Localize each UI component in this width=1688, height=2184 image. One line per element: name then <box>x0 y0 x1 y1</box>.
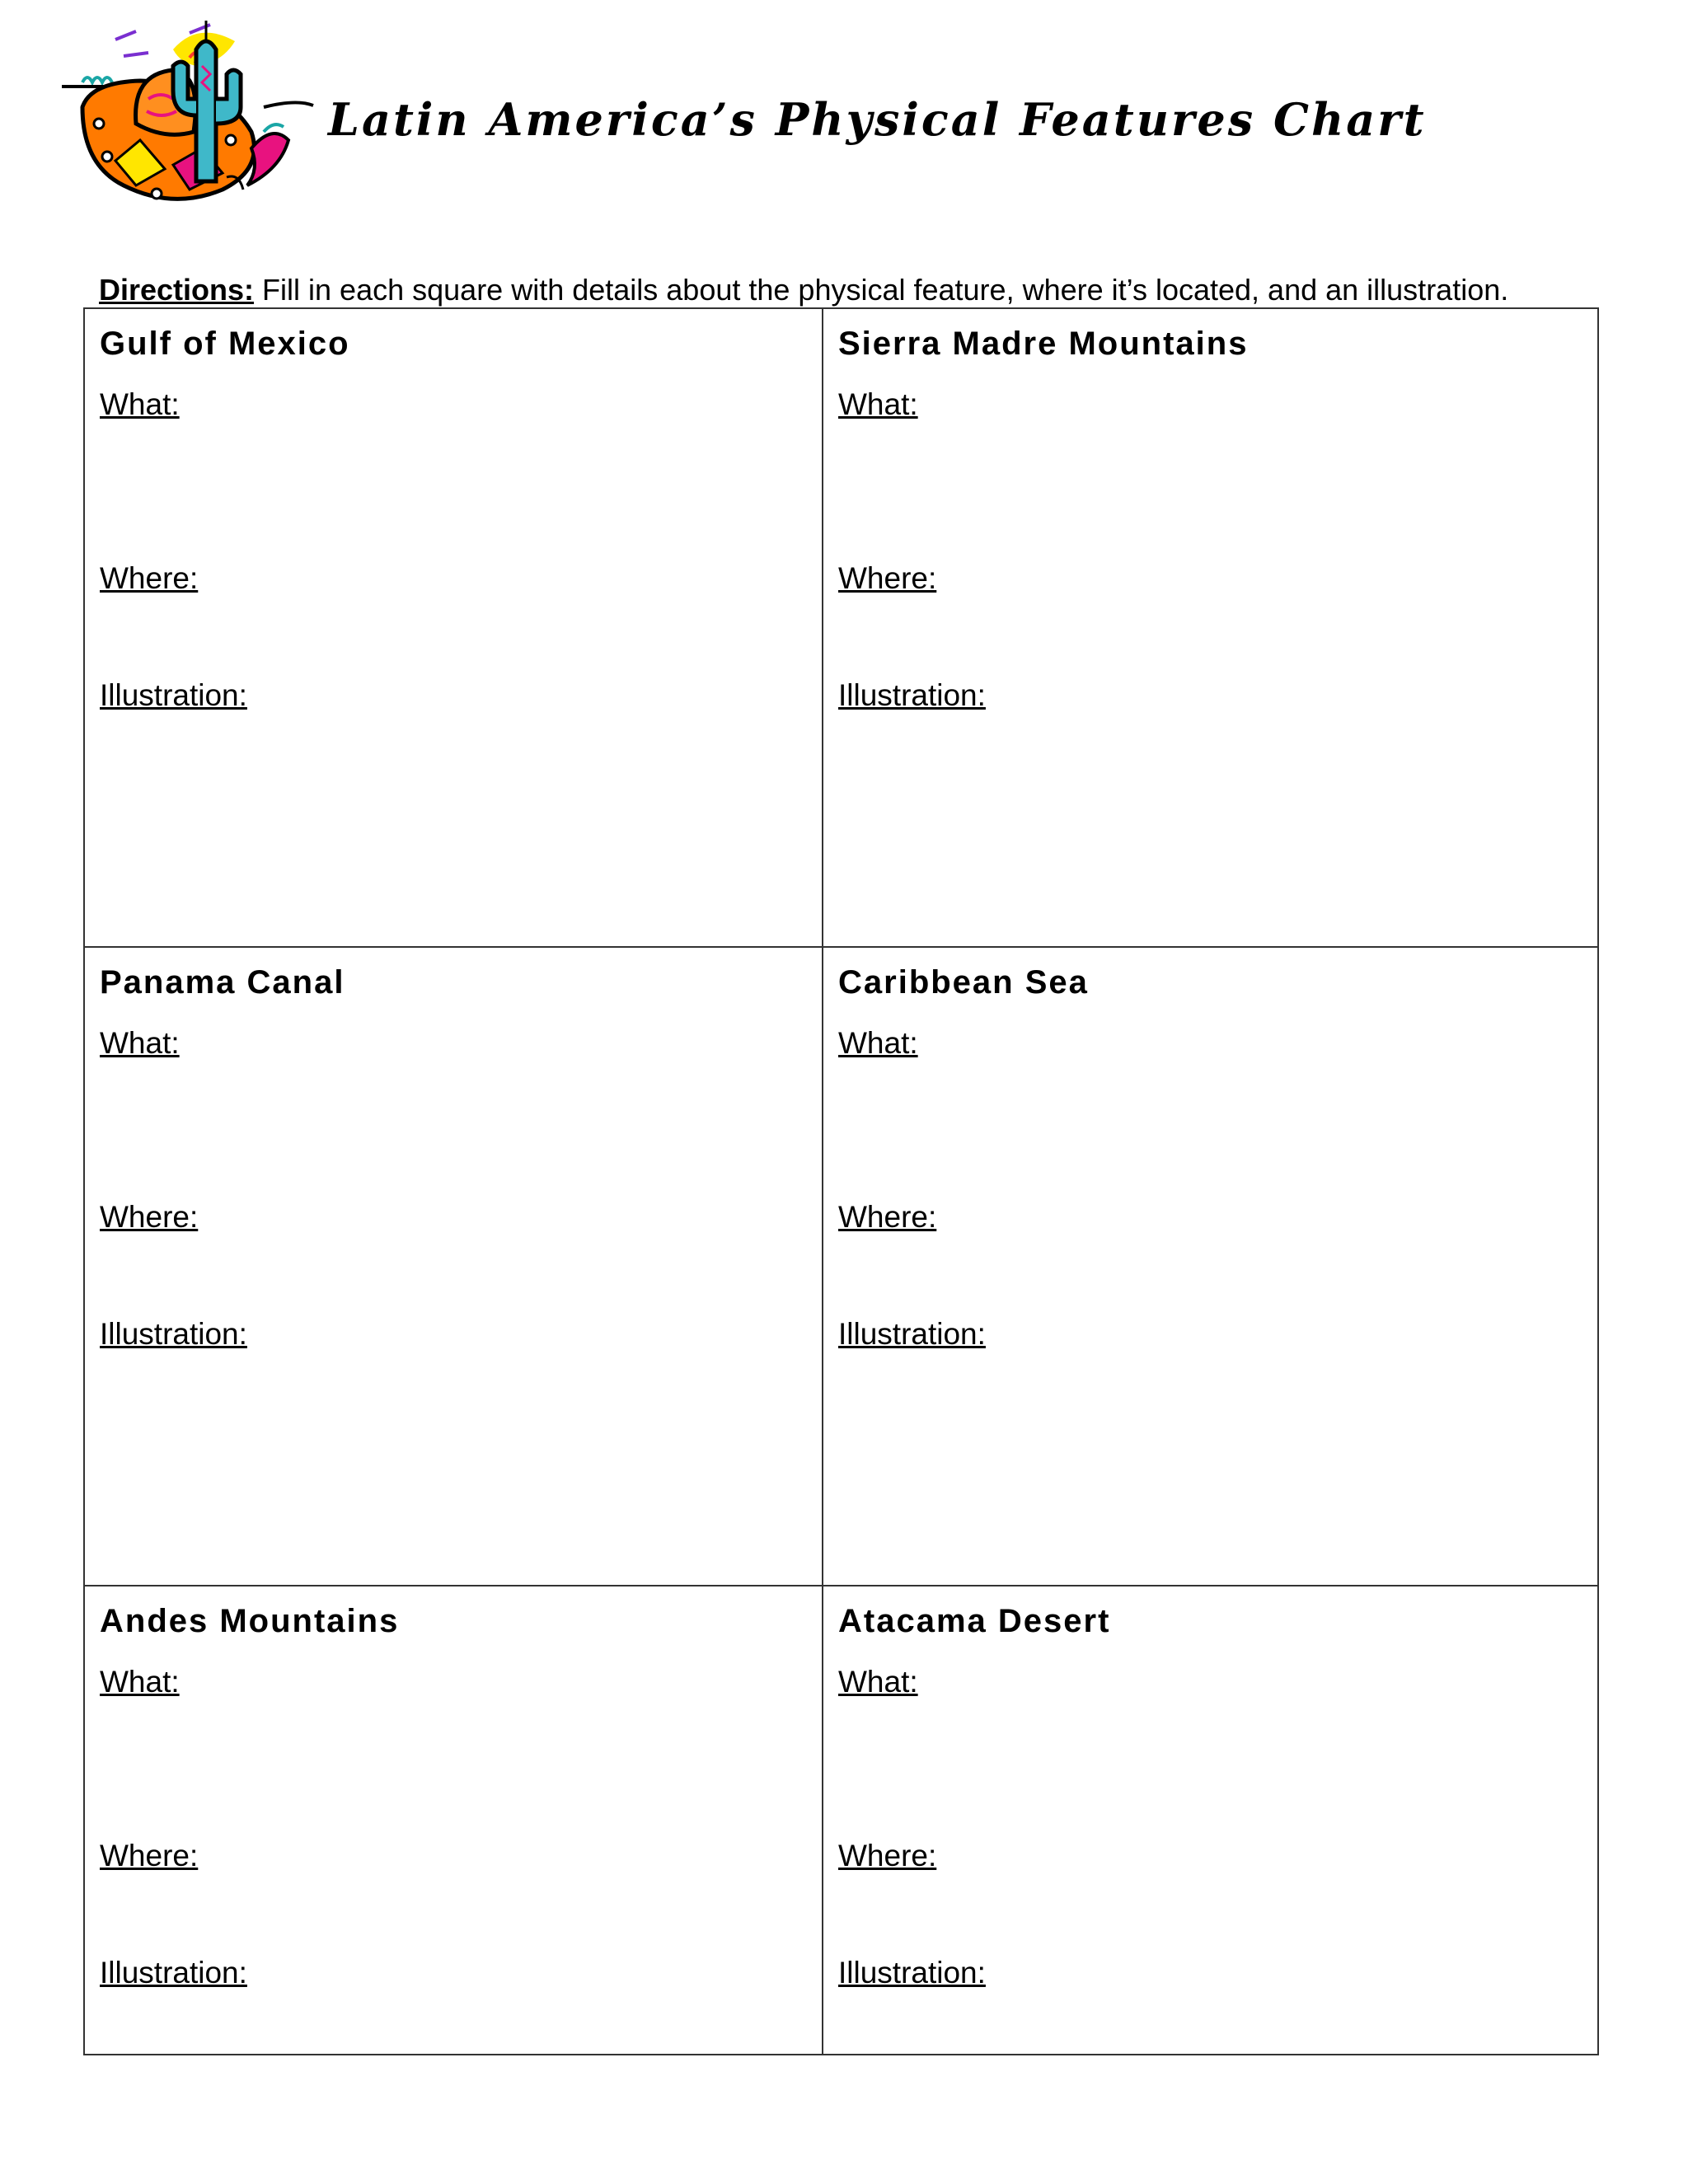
chart-row <box>84 1586 1598 2055</box>
what-label: What: <box>838 1026 918 1060</box>
feature-name: Panama Canal <box>100 964 345 1001</box>
feature-cell[interactable] <box>823 947 1598 1586</box>
illustration-label: Illustration: <box>838 1317 986 1351</box>
illustration-label: Illustration: <box>100 1956 247 1990</box>
directions-label: Directions: <box>99 273 255 307</box>
what-label: What: <box>838 387 918 421</box>
where-label: Where: <box>100 1200 199 1234</box>
where-label: Where: <box>838 1200 937 1234</box>
directions <box>99 272 1508 307</box>
feature-name: Atacama Desert <box>838 1603 1111 1639</box>
where-label: Where: <box>100 561 199 595</box>
feature-cell[interactable] <box>823 308 1598 947</box>
illustration-label: Illustration: <box>100 1317 247 1351</box>
feature-cell[interactable] <box>84 947 823 1586</box>
illustration-label: Illustration: <box>838 678 986 712</box>
feature-name: Andes Mountains <box>100 1603 400 1639</box>
chart-row <box>84 947 1598 1586</box>
where-label: Where: <box>100 1839 199 1872</box>
features-chart <box>83 307 1599 2055</box>
chart-row <box>84 308 1598 947</box>
where-label: Where: <box>838 1839 937 1872</box>
page-title: Latin America’s Physical Features Chart <box>328 93 1427 146</box>
feature-cell[interactable] <box>84 1586 823 2055</box>
feature-cell[interactable] <box>84 308 823 947</box>
what-label: What: <box>838 1665 918 1699</box>
directions-text: Fill in each square with details about the physical feature, where it’s located, and an illustration. <box>254 273 1509 307</box>
feature-name: Gulf of Mexico <box>100 326 350 362</box>
illustration-label: Illustration: <box>100 678 247 712</box>
what-label: What: <box>100 1665 180 1699</box>
feature-cell[interactable] <box>823 1586 1598 2055</box>
illustration-label: Illustration: <box>838 1956 986 1990</box>
where-label: Where: <box>838 561 937 595</box>
what-label: What: <box>100 387 180 421</box>
feature-name: Sierra Madre Mountains <box>838 326 1249 362</box>
feature-name: Caribbean Sea <box>838 964 1089 1001</box>
what-label: What: <box>100 1026 180 1060</box>
sombrero-cactus-clipart-icon <box>58 16 321 202</box>
